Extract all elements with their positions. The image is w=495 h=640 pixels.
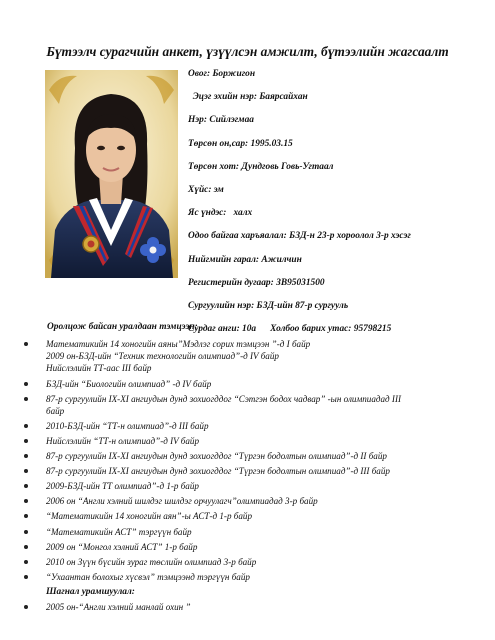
portrait-image	[45, 70, 178, 278]
list-item	[22, 541, 462, 553]
list-item-text: 87-р сургуулийн IX-XI ангиудын дунд зохиогддог “Сэтгэн бодох чадвар” -ын олимпиадад III	[46, 393, 402, 404]
achievements-list	[22, 338, 462, 616]
list-item	[22, 420, 462, 432]
bullet-icon	[24, 560, 28, 564]
list-item-text: Нийслэлийн ТТ-аас III байр	[46, 363, 152, 374]
list-item-text: 2009 он-БЗД-ийн “Техник технологийн олимпиад”-д IV байр	[46, 351, 279, 362]
list-item-text: 87-р сургуулийн IX-XI ангиудын дунд зохиогддог “Түргэн бодолтын олимпиад”-д II байр	[46, 451, 387, 462]
field-birthdate: Төрсөн он,сар: 1995.03.15	[188, 138, 293, 149]
field-parent-name: Эцэг эхийн нэр: Баярсайхан	[192, 92, 308, 103]
list-item-text: 2010 он Зүүн бүсийн зураг төслийн олимпиад 3-р байр	[46, 556, 257, 567]
list-item	[22, 526, 462, 538]
page-title: Бүтээлч сурагчийн анкет, үзүүлсэн амжилт, бүтээлийн жагсаалт	[46, 44, 449, 59]
bullet-icon	[24, 545, 28, 549]
list-item	[22, 338, 462, 375]
bullet-icon	[24, 530, 28, 534]
field-social-origin: Нийгмийн гарал: Ажилчин	[188, 254, 302, 265]
bullet-icon	[24, 439, 28, 443]
field-school: Сургуулийн нэр: БЗД-ийн 87-р сургууль	[188, 300, 349, 311]
list-item	[22, 510, 462, 522]
bullet-icon	[24, 514, 28, 518]
list-item-text: 2010-БЗД-ийн “ТТ-н олимпиад”-д III байр	[46, 420, 209, 431]
field-class-phone: Сурдаг анги: 10а Холбоо барих утас: 95798215	[188, 324, 392, 335]
bullet-icon	[24, 605, 28, 609]
list-item	[22, 480, 462, 492]
bullet-icon	[24, 342, 28, 346]
field-surname: Овог: Боржигон	[188, 69, 256, 79]
list-item	[22, 495, 462, 507]
achievements-heading: Оролцож байсан уралдаан тэмцээн:	[47, 322, 198, 332]
bullet-icon	[24, 454, 28, 458]
list-item	[22, 378, 462, 390]
field-name: Нэр: Сийлэгмаа	[188, 115, 254, 126]
personal-info	[188, 67, 488, 345]
list-item-text: байр	[46, 405, 65, 416]
field-birthplace: Төрсөн хот: Дундговь Говь-Угтаал	[188, 161, 334, 172]
student-photo	[45, 70, 178, 278]
list-item-text: 2005 он-“Англи хэлний манлай охин ”	[46, 601, 191, 612]
list-item	[22, 393, 462, 417]
list-item-text: БЗД-ийн “Биологийн олимпиад” -д IV байр	[46, 378, 212, 389]
list-item-text: “Математикийн 14 хоногийн аян”-ы АСТ-д 1-р байр	[46, 511, 252, 522]
bullet-icon	[24, 424, 28, 428]
list-item-text: “Математикийн АСТ” тэргүүн байр	[46, 526, 192, 537]
bullet-icon	[24, 575, 28, 579]
list-item-text: 2009-БЗД-ийн ТТ олимпиад”-д 1-р байр	[46, 481, 199, 492]
bullet-icon	[24, 382, 28, 386]
list-item-text: 2006 он “Англи хэлний шилдэг шилдэг орчуулагч”олимпиадад 3-р байр	[46, 496, 318, 507]
field-address: Одоо байгаа харъяалал: БЗД-н 23-р хороолол 3-р хэсэг	[188, 231, 411, 242]
field-register-number: Регистерийн дугаар: ЗВ95031500	[188, 277, 325, 288]
list-item-text: 2009 он “Монгол хэлний АСТ” 1-р байр	[46, 541, 198, 552]
awards-heading: Шагнал урамшуулал:	[46, 586, 135, 597]
list-item-text: “Ухаантан болохыг хүсвэл” тэмцээнд тэргүүн байр	[46, 571, 250, 582]
list-item	[22, 556, 462, 568]
bullet-icon	[24, 499, 28, 503]
list-item	[22, 435, 462, 447]
bullet-icon	[24, 397, 28, 401]
list-item-text: Математикийн 14 хоногийн аяны”Мэдлэг сорих тэмцээн ”-д I байр	[46, 339, 311, 349]
list-item	[22, 601, 462, 613]
field-gender: Хүйс: эм	[188, 184, 224, 195]
list-item-text: 87-р сургуулийн IX-XI ангиудын дунд зохиогддог “Түргэн бодолтын олимпиад”-д III байр	[46, 466, 390, 477]
bullet-icon	[24, 484, 28, 488]
field-ethnicity: Яс үндэс: халх	[188, 208, 253, 219]
list-item	[22, 450, 462, 462]
bullet-icon	[24, 469, 28, 473]
list-item	[22, 465, 462, 477]
list-item-text: Нийслэлийн “ТТ-н олимпиад”-д IV байр	[46, 435, 200, 446]
list-item	[22, 571, 462, 583]
